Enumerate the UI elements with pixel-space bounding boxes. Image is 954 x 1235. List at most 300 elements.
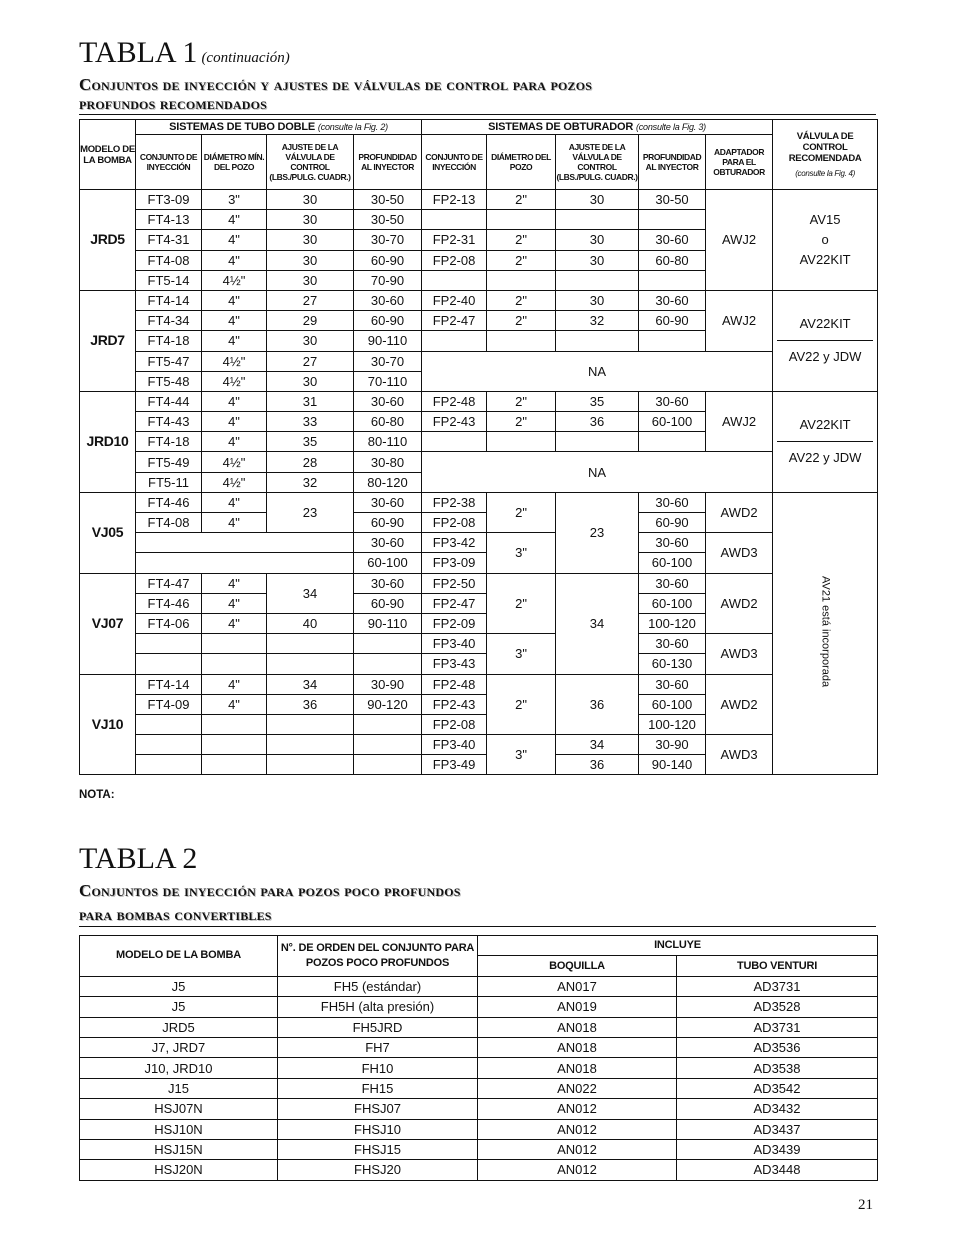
cell: AN012 [478,1099,677,1119]
cell: FP2-48 [422,674,487,694]
cell: FHSJ07 [278,1099,478,1119]
cell: AD3448 [677,1160,878,1180]
cell: FP2-31 [422,230,487,250]
cell: 2" [487,230,556,250]
cell: FT5-48 [136,371,202,391]
cell: FH7 [278,1037,478,1057]
cell: 4" [202,694,267,714]
cell: FHSJ10 [278,1119,478,1139]
cell: 60-130 [639,654,706,674]
cell: 30 [267,210,354,230]
cell: FP2-43 [422,412,487,432]
table-row [80,634,878,654]
header-order: N°. DE ORDEN DEL CONJUNTO PARA POZOS POCO PROFUNDOS [278,936,478,977]
cell: FP2-08 [422,250,487,270]
cell [202,714,267,734]
cell: 30 [556,230,639,250]
cell: AWD3 [706,533,773,573]
cell: FT4-08 [136,250,202,270]
cell: FP3-42 [422,533,487,553]
cell [556,210,639,230]
model-vj05: VJ05 [80,492,136,573]
cell [354,735,422,755]
cell [639,210,706,230]
cell: 60-100 [639,593,706,613]
cell: 4½" [202,270,267,290]
cell: 30-80 [354,452,422,472]
table-row [80,351,878,371]
cell: 60-90 [354,513,422,533]
cell: FT4-44 [136,391,202,411]
cell: 30-70 [354,351,422,371]
cell [487,210,556,230]
cell: FT4-47 [136,573,202,593]
cell: 90-140 [639,755,706,775]
cell: FP2-43 [422,694,487,714]
cell [136,714,202,734]
cell: 4" [202,331,267,351]
cell: 23 [556,492,639,573]
cell: AD3439 [677,1139,878,1159]
table2-rule [79,926,876,927]
table-row [80,1099,878,1119]
cell: 4" [202,290,267,310]
cell [422,270,487,290]
cell: AD3542 [677,1078,878,1098]
header-twin-col: DIÁMETRO MÍN. DEL POZO [202,135,267,190]
cell: FP2-47 [422,593,487,613]
cell: FT5-49 [136,452,202,472]
cell: FP2-38 [422,492,487,512]
valve-vj: AV21 está incorporada [773,492,878,775]
header-venturi: TUBO VENTURI [677,956,878,976]
cell: FP2-50 [422,573,487,593]
table-row [80,997,878,1017]
cell: 30-60 [639,230,706,250]
cell: AWD3 [706,735,773,775]
table2 [79,935,878,1181]
header-valve: VÁLVULA DE CONTROL RECOMENDADA (consulte la Fig. 4) [773,120,878,190]
cell: 60-100 [639,553,706,573]
cell: FT4-13 [136,210,202,230]
cell: 30 [267,371,354,391]
cell: J15 [80,1078,278,1098]
cell [422,331,487,351]
header-twin-col: CONJUNTO DE INYECCIÓN [136,135,202,190]
cell: FH15 [278,1078,478,1098]
cell: 32 [267,472,354,492]
cell: FT4-14 [136,290,202,310]
cell: 4" [202,311,267,331]
cell: J5 [80,997,278,1017]
header-packer-col: CONJUNTO DE INYECCIÓN [422,135,487,190]
cell: FP2-09 [422,613,487,633]
cell [267,654,354,674]
cell: AWD2 [706,573,773,634]
cell: 90-110 [354,331,422,351]
cell [422,210,487,230]
cell: 30-60 [639,674,706,694]
cell: 30-60 [639,573,706,593]
cell: 3" [487,634,556,674]
header-twin-group: SISTEMAS DE TUBO DOBLE (consulte la Fig. 2) [136,120,422,135]
cell: 70-110 [354,371,422,391]
cell: AD3731 [677,976,878,996]
cell: HSJ15N [80,1139,278,1159]
table-row [80,391,878,411]
cell [267,714,354,734]
header-packer-col: DIÁMETRO DEL POZO [487,135,556,190]
cell: 30-90 [354,674,422,694]
cell: FP2-08 [422,513,487,533]
cell [354,714,422,734]
cell: 30 [556,290,639,310]
cell: 30-60 [639,533,706,553]
cell: AN017 [478,976,677,996]
table-row [80,1139,878,1159]
cell: FP3-40 [422,735,487,755]
cell: FP2-48 [422,391,487,411]
cell: 30 [556,250,639,270]
cell: FT5-14 [136,270,202,290]
model-vj07: VJ07 [80,573,136,674]
header-packer-col: PROFUNDIDAD AL INYECTOR [639,135,706,190]
page-number: 21 [858,1197,873,1213]
table1 [79,119,878,775]
table1-title: TABLA 1 (continuación) [79,36,290,69]
na-jrd10: NA [422,452,773,492]
cell: 60-90 [639,311,706,331]
cell: 4" [202,391,267,411]
cell: 31 [267,391,354,411]
cell: HSJ07N [80,1099,278,1119]
header-packer-col: ADAPTADOR PARA EL OBTURADOR [706,135,773,190]
table-row [80,573,878,593]
model-vj10: VJ10 [80,674,136,775]
cell: AN019 [478,997,677,1017]
cell: AD3538 [677,1058,878,1078]
header-twin-col: AJUSTE DE LA VÁLVULA DE CONTROL (LBS./PULG. CUADR.) [267,135,354,190]
cell [202,634,267,654]
cell: 60-90 [354,593,422,613]
cell: 4" [202,674,267,694]
cell: 36 [267,694,354,714]
table-row [80,1058,878,1078]
cell: J10, JRD10 [80,1058,278,1078]
cell: 30-60 [639,492,706,512]
cell [354,654,422,674]
cell: 60-80 [639,250,706,270]
cell: AN012 [478,1119,677,1139]
table1-rule [79,114,876,115]
cell: FT3-09 [136,190,202,210]
cell: FT4-18 [136,432,202,452]
cell: 30-60 [639,391,706,411]
cell: 4" [202,210,267,230]
cell: FP2-47 [422,311,487,331]
cell: JRD5 [80,1017,278,1037]
valve-jrd5: AV15 o AV22KIT [773,190,878,291]
cell: 4" [202,613,267,633]
cell: AWD2 [706,492,773,532]
cell: 4½" [202,371,267,391]
cell [136,735,202,755]
adapter-jrd5: AWJ2 [706,190,773,291]
cell: 30-50 [354,210,422,230]
table1-subtitle-line2: profundos recomendados [79,94,267,113]
table-row [80,976,878,996]
cell: FT4-09 [136,694,202,714]
cell: 30 [267,230,354,250]
header-nozzle: BOQUILLA [478,956,677,976]
cell: 2" [487,311,556,331]
cell: 2" [487,412,556,432]
cell: 3" [487,735,556,775]
cell: 30 [267,190,354,210]
note-label: NOTA: [79,789,115,801]
cell: 34 [556,573,639,674]
cell: HSJ20N [80,1160,278,1180]
cell: 60-90 [354,250,422,270]
cell: 90-110 [354,613,422,633]
cell: 90-120 [354,694,422,714]
cell [136,654,202,674]
table-row [80,533,878,553]
cell: 27 [267,290,354,310]
adapter-jrd7: AWJ2 [706,290,773,351]
cell: FHSJ15 [278,1139,478,1159]
cell [136,634,202,654]
cell: 30 [267,331,354,351]
cell [487,432,556,452]
table-row [80,190,878,210]
cell: FP2-40 [422,290,487,310]
cell: FT4-18 [136,331,202,351]
cell: FT5-11 [136,472,202,492]
cell: 2" [487,290,556,310]
cell: FH5JRD [278,1017,478,1037]
cell: AWD2 [706,674,773,735]
cell: 80-120 [354,472,422,492]
header-packer-group: SISTEMAS DE OBTURADOR (consulte la Fig. 3) [422,120,773,135]
cell: 36 [556,412,639,432]
cell: 28 [267,452,354,472]
cell: 4½" [202,452,267,472]
cell: 2" [487,250,556,270]
cell: FH5 (estándar) [278,976,478,996]
cell [202,654,267,674]
cell: 60-90 [639,513,706,533]
header-packer-col: AJUSTE DE LA VÁLVULA DE CONTROL (LBS./PULG. CUADR.) [556,135,639,190]
cell: 60-100 [639,694,706,714]
cell: AD3432 [677,1099,878,1119]
cell: 30-60 [354,391,422,411]
cell: 3" [202,190,267,210]
cell: 30-60 [639,290,706,310]
model-jrd7: JRD7 [80,290,136,391]
cell: AWD3 [706,634,773,674]
cell: FT5-47 [136,351,202,371]
cell [202,755,267,775]
cell: AN022 [478,1078,677,1098]
cell [556,331,639,351]
table-row [80,1017,878,1037]
na-jrd7: NA [422,351,773,391]
cell: FHSJ20 [278,1160,478,1180]
cell [267,634,354,654]
cell [354,634,422,654]
cell [202,735,267,755]
cell: 30-60 [354,290,422,310]
valve-jrd10: AV22KIT AV22 y JDW [773,391,878,492]
cell: AD3437 [677,1119,878,1139]
cell: 30 [556,190,639,210]
cell [136,553,354,573]
model-jrd10: JRD10 [80,391,136,492]
cell: 30 [267,250,354,270]
cell [267,755,354,775]
cell [487,270,556,290]
cell: 2" [487,674,556,735]
cell: AN018 [478,1037,677,1057]
cell: J7, JRD7 [80,1037,278,1057]
cell: 36 [556,755,639,775]
cell: AD3731 [677,1017,878,1037]
table1-subtitle-line1: Conjuntos de inyección y ajustes de válvulas de control para pozos [79,75,593,94]
cell [422,432,487,452]
cell: FH5H (alta presión) [278,997,478,1017]
cell: 30-60 [354,573,422,593]
cell: FH10 [278,1058,478,1078]
cell: 60-80 [354,412,422,432]
cell [556,432,639,452]
cell [136,755,202,775]
cell: 35 [556,391,639,411]
cell: 30-70 [354,230,422,250]
cell [556,270,639,290]
cell: FP3-09 [422,553,487,573]
cell [354,755,422,775]
cell: FT4-46 [136,593,202,613]
table-row [80,1119,878,1139]
cell: 4" [202,250,267,270]
cell: 2" [487,190,556,210]
cell: 23 [267,492,354,532]
cell: FT4-06 [136,613,202,633]
table-row [80,492,878,512]
cell: 30-50 [354,190,422,210]
cell: AN012 [478,1139,677,1159]
cell: 4" [202,573,267,593]
cell: AD3536 [677,1037,878,1057]
cell: 30-60 [354,492,422,512]
cell: AD3528 [677,997,878,1017]
cell: 4" [202,432,267,452]
cell: 2" [487,573,556,634]
cell: 34 [556,735,639,755]
cell [639,331,706,351]
table2-title: TABLA 2 [79,842,198,875]
cell: 4" [202,492,267,512]
cell: FT4-08 [136,513,202,533]
cell: 70-90 [354,270,422,290]
cell: AN018 [478,1058,677,1078]
cell: 80-110 [354,432,422,452]
cell: 30-50 [639,190,706,210]
cell [639,432,706,452]
table-row [80,674,878,694]
cell: 60-100 [639,412,706,432]
cell: 100-120 [639,714,706,734]
cell: J5 [80,976,278,996]
model-jrd5: JRD5 [80,190,136,291]
header-model: MODELO DE LA BOMBA [80,936,278,977]
cell: 34 [267,674,354,694]
cell: FP2-13 [422,190,487,210]
cell: 36 [556,674,639,735]
table-row [80,735,878,755]
cell: 34 [267,573,354,613]
cell: 4" [202,593,267,613]
cell [267,735,354,755]
cell: FT4-43 [136,412,202,432]
cell: 4" [202,412,267,432]
cell: 30-60 [639,634,706,654]
table-row [80,1078,878,1098]
table-row [80,1037,878,1057]
table2-subtitle-line2: para bombas convertibles [79,905,272,924]
cell: 3" [487,533,556,573]
table-row [80,290,878,310]
cell: FP3-49 [422,755,487,775]
cell: 4" [202,513,267,533]
cell: HSJ10N [80,1119,278,1139]
cell: FP3-43 [422,654,487,674]
cell: 4½" [202,351,267,371]
cell: 35 [267,432,354,452]
cell: AN018 [478,1017,677,1037]
cell [136,533,354,553]
cell: FT4-34 [136,311,202,331]
table-row [80,1160,878,1180]
header-twin-col: PROFUNDIDAD AL INYECTOR [354,135,422,190]
header-includes: INCLUYE [478,936,878,956]
header-model: MODELO DE LA BOMBA [80,120,136,190]
cell: 33 [267,412,354,432]
cell: AN012 [478,1160,677,1180]
cell: 100-120 [639,613,706,633]
cell: 40 [267,613,354,633]
cell: 2" [487,492,556,532]
cell: FP2-08 [422,714,487,734]
cell: 30 [267,270,354,290]
valve-jrd7: AV22KIT AV22 y JDW [773,290,878,391]
cell: FT4-14 [136,674,202,694]
cell: 2" [487,391,556,411]
cell: 30-60 [354,533,422,553]
cell: FT4-31 [136,230,202,250]
adapter-jrd10: AWJ2 [706,391,773,452]
cell: 4½" [202,472,267,492]
cell: 60-100 [354,553,422,573]
table-row [80,452,878,472]
cell: 4" [202,230,267,250]
cell: 32 [556,311,639,331]
cell: FP3-40 [422,634,487,654]
cell: 30-90 [639,735,706,755]
cell [487,331,556,351]
table2-subtitle-line1: Conjuntos de inyección para pozos poco profundos [79,881,461,900]
